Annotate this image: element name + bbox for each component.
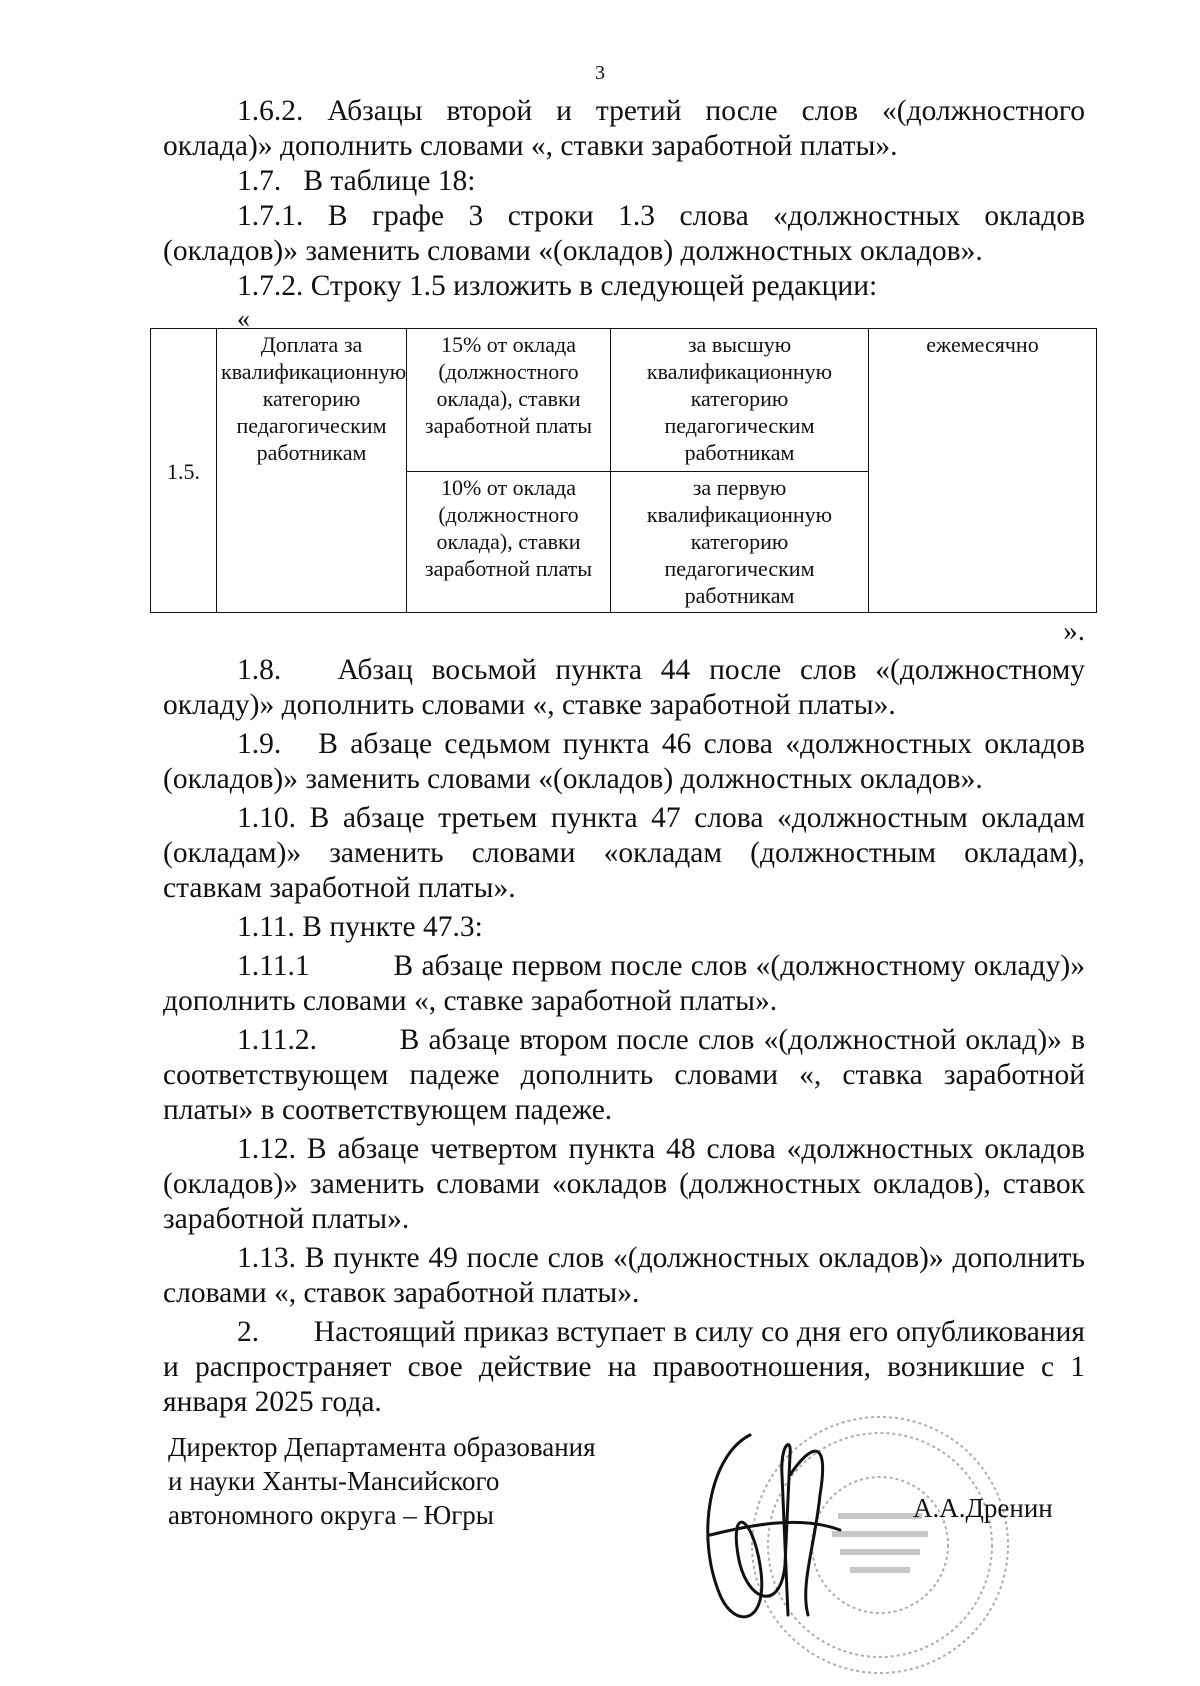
paragraph-1-9: 1.9. В абзаце седьмом пункта 46 слова «должностных окладов (окладов)» заменить словами «(окладов) должностных окладов». [163,728,1093,795]
paragraph-1-11-2: 1.11.2. В абзаце втором после слов «(должностной оклад)» в соответствующем падеже дополнить словами «, ставка заработной платы» в соответствующем падеже. [163,1024,1093,1126]
table-frequency: ежемесячно [869,329,1097,613]
table-row-number: 1.5. [151,329,217,613]
table-condition-1: за высшую квалификационную категорию педагогическим работникам [611,329,869,472]
table-amount-2: 10% от оклада (должностного оклада), ставки заработной платы [407,472,611,613]
paragraph-1-13: 1.13. В пункте 49 после слов «(должностных окладов)» дополнить словами «, ставок заработной платы». [163,1242,1085,1309]
paragraph-1-10: 1.10. В абзаце третьем пункта 47 слова «должностным окладам (окладам)» заменить словами «окладам (должностным окладам), ставкам заработной платы». [163,802,1085,904]
paragraph-1-12: 1.12. В абзаце четвертом пункта 48 слова «должностных окладов (окладов)» заменить словами «окладов (должностных окладов), ставок заработной платы». [163,1133,1085,1235]
signatory-title-line-3: автономного округа – Югры [168,1500,494,1530]
page-number: 3 [595,62,605,84]
paragraph-1-7: 1.7. В таблице 18: [237,165,476,197]
table-condition-2: за первую квалификационную категорию педагогическим работникам [611,472,869,613]
signatory-title [168,1430,596,1532]
paragraph-2: 2. Настоящий приказ вступает в силу со дня его опубликования и распространяет свое действие на правоотношения, возникшие с 1 января 2025 года. [163,1316,1093,1418]
quote-open-mark: « [237,304,250,333]
document-body-continued [163,614,1093,1420]
document-body [163,94,1085,334]
paragraph-1-6-2: 1.6.2. Абзацы второй и третий после слов «(должностного оклада)» дополнить словами «, ставки заработной платы». [163,95,1085,162]
quote-close-mark: ». [1063,615,1085,647]
signatory-title-line-1: Директор Департамента образования [168,1432,596,1462]
signatory-name: А.А.Дренин [913,1493,1053,1523]
amendment-table [150,328,1097,613]
paragraph-1-11-1: 1.11.1 В абзаце первом после слов «(должностному окладу)» дополнить словами «, ставке заработной платы». [163,950,1093,1017]
paragraph-1-8: 1.8. Абзац восьмой пункта 44 после слов «(должностному окладу)» дополнить словами «, ставке заработной платы». [163,654,1093,721]
paragraph-1-7-1: 1.7.1. В графе 3 строки 1.3 слова «должностных окладов (окладов)» заменить словами «(окладов) должностных окладов». [163,200,1085,267]
paragraph-1-7-2: 1.7.2. Строку 1.5 изложить в следующей редакции: [237,270,878,302]
paragraph-1-11: 1.11. В пункте 47.3: [237,911,483,943]
signatory-title-line-2: и науки Ханты-Мансийского [168,1466,500,1496]
handwritten-signature-icon [690,1415,890,1655]
table-amount-1: 15% от оклада (должностного оклада), ставки заработной платы [407,329,611,472]
table-payment-name: Доплата за квалификационную категорию педагогическим работникам [217,329,407,613]
